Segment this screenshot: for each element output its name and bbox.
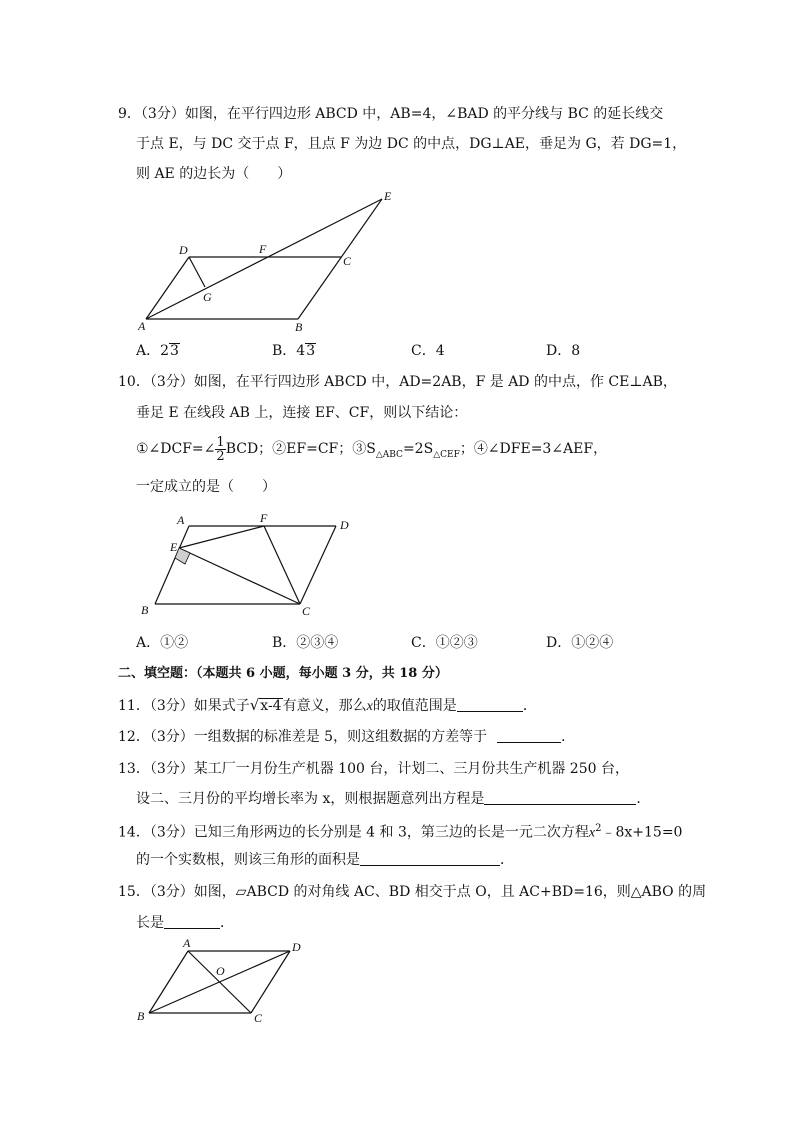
q9-label-c: C bbox=[343, 254, 352, 268]
q10-label-d: D bbox=[340, 518, 349, 532]
q10-option-b: B．②③④ bbox=[272, 635, 339, 651]
q10-line4: 一定成立的是（ ） bbox=[136, 479, 276, 495]
q10-edge-ab bbox=[155, 526, 189, 604]
q10-line1: 10．（3分）如图，在平行四边形 ABCD 中，AD=2AB，F 是 AD 的中点，作 CE⊥AB， bbox=[118, 374, 677, 390]
q9-label-f: F bbox=[259, 242, 267, 256]
q15-label-o: O bbox=[216, 964, 225, 978]
q13-answer-blank[interactable] bbox=[484, 790, 636, 805]
q15-line2: 长是 ． bbox=[136, 915, 234, 931]
q9-label-g: G bbox=[203, 290, 212, 304]
q10-edge-ec bbox=[179, 548, 300, 604]
q9-label-a: A bbox=[138, 319, 146, 333]
q15-label-b: B bbox=[137, 1009, 145, 1023]
q11-answer-blank[interactable] bbox=[457, 697, 523, 712]
q10-label-e: E bbox=[170, 540, 178, 554]
q9-line3: 则 AE 的边长为（ ） bbox=[136, 166, 292, 182]
q15-edge-dc bbox=[251, 951, 290, 1013]
q10-edge-dc bbox=[300, 526, 336, 604]
q12-line: 12．（3分）一组数据的标准差是 5，则这组数据的方差等于 ． bbox=[118, 729, 576, 745]
q9-line1: 9．（3分）如图，在平行四边形 ABCD 中，AB=4，∠BAD 的平分线与 BC 的延长线交 bbox=[118, 106, 664, 122]
q10-fraction: $\frac{1}{2}$ bbox=[216, 434, 225, 464]
q14-line2: 的一个实数根，则该三角形的面积是 ． bbox=[136, 852, 514, 868]
q10-figure bbox=[135, 508, 365, 620]
q10-label-f: F bbox=[260, 511, 268, 525]
q15-answer-blank[interactable] bbox=[164, 914, 220, 929]
q9-option-d: D．8 bbox=[546, 343, 581, 359]
q13-line1: 13．（3分）某工厂一月份生产机器 100 台，计划二、三月份共生产机器 250 台， bbox=[118, 761, 629, 777]
q9-line2: 于点 E，与 DC 交于点 F，且点 F 为边 DC 的中点，DG⊥AE，垂足为 G，若 DG=1， bbox=[136, 136, 687, 152]
q10-option-a: A．①② bbox=[136, 635, 189, 651]
q15-label-d: D bbox=[292, 940, 301, 954]
q9-label-b: B bbox=[295, 320, 303, 334]
q14-line1: 14．（3分）已知三角形两边的长分别是 4 和 3，第三边的长是一元二次方程$x^2﹣8x+15=0$ bbox=[118, 823, 683, 841]
q10-label-a: A bbox=[177, 513, 185, 527]
q9-option-a: A．23 bbox=[136, 343, 179, 359]
q10-option-d: D．①②④ bbox=[546, 635, 614, 651]
q13-line2: 设二、三月份的平均增长率为 x，则根据题意列出方程是 ． bbox=[136, 791, 651, 807]
q15-line1: 15．（3分）如图，▱ABCD 的对角线 AC、BD 相交于点 O，且 AC+BD=16，则△ABO 的周 bbox=[118, 884, 707, 900]
q9-figure bbox=[130, 185, 410, 335]
q11-line: 11．（3分）如果式子√x-4有意义，那么x的取值范围是 ． bbox=[118, 696, 537, 714]
q14-answer-blank[interactable] bbox=[360, 851, 500, 866]
q9-edge-dg bbox=[189, 257, 205, 287]
q10-edge-ef bbox=[179, 526, 264, 548]
q12-answer-blank[interactable] bbox=[497, 728, 561, 743]
q9-option-c: C．4 bbox=[411, 343, 445, 359]
q10-label-c: C bbox=[302, 604, 311, 618]
q10-label-b: B bbox=[141, 603, 149, 617]
q9-label-d: D bbox=[179, 243, 188, 257]
q10-line2: 垂足 E 在线段 AB 上，连接 EF、CF，则以下结论： bbox=[136, 405, 468, 421]
q15-edge-ab bbox=[149, 951, 188, 1013]
q10-option-c: C．①②③ bbox=[411, 635, 478, 651]
q15-figure bbox=[130, 933, 320, 1028]
q9-option-b: B．43 bbox=[272, 343, 316, 359]
q15-label-c: C bbox=[254, 1011, 263, 1025]
q10-edge-fc bbox=[264, 526, 300, 604]
q15-label-a: A bbox=[183, 936, 191, 950]
q9-edge-be bbox=[298, 199, 382, 319]
q9-edge-ad bbox=[146, 257, 189, 319]
q10-conclusions: ①∠DCF=∠ $\frac{1}{2}$ BCD；②EF=CF；$③S_{\triangle ABC}=2S_{\triangle CEF}$；④∠DFE=3∠AEF， bbox=[136, 434, 608, 464]
section-2-heading: 二、填空题：（本题共 6 小题，每小题 3 分，共 18 分） bbox=[118, 666, 448, 681]
q9-label-e: E bbox=[384, 189, 392, 203]
q15-diagonal-bd bbox=[149, 951, 290, 1013]
